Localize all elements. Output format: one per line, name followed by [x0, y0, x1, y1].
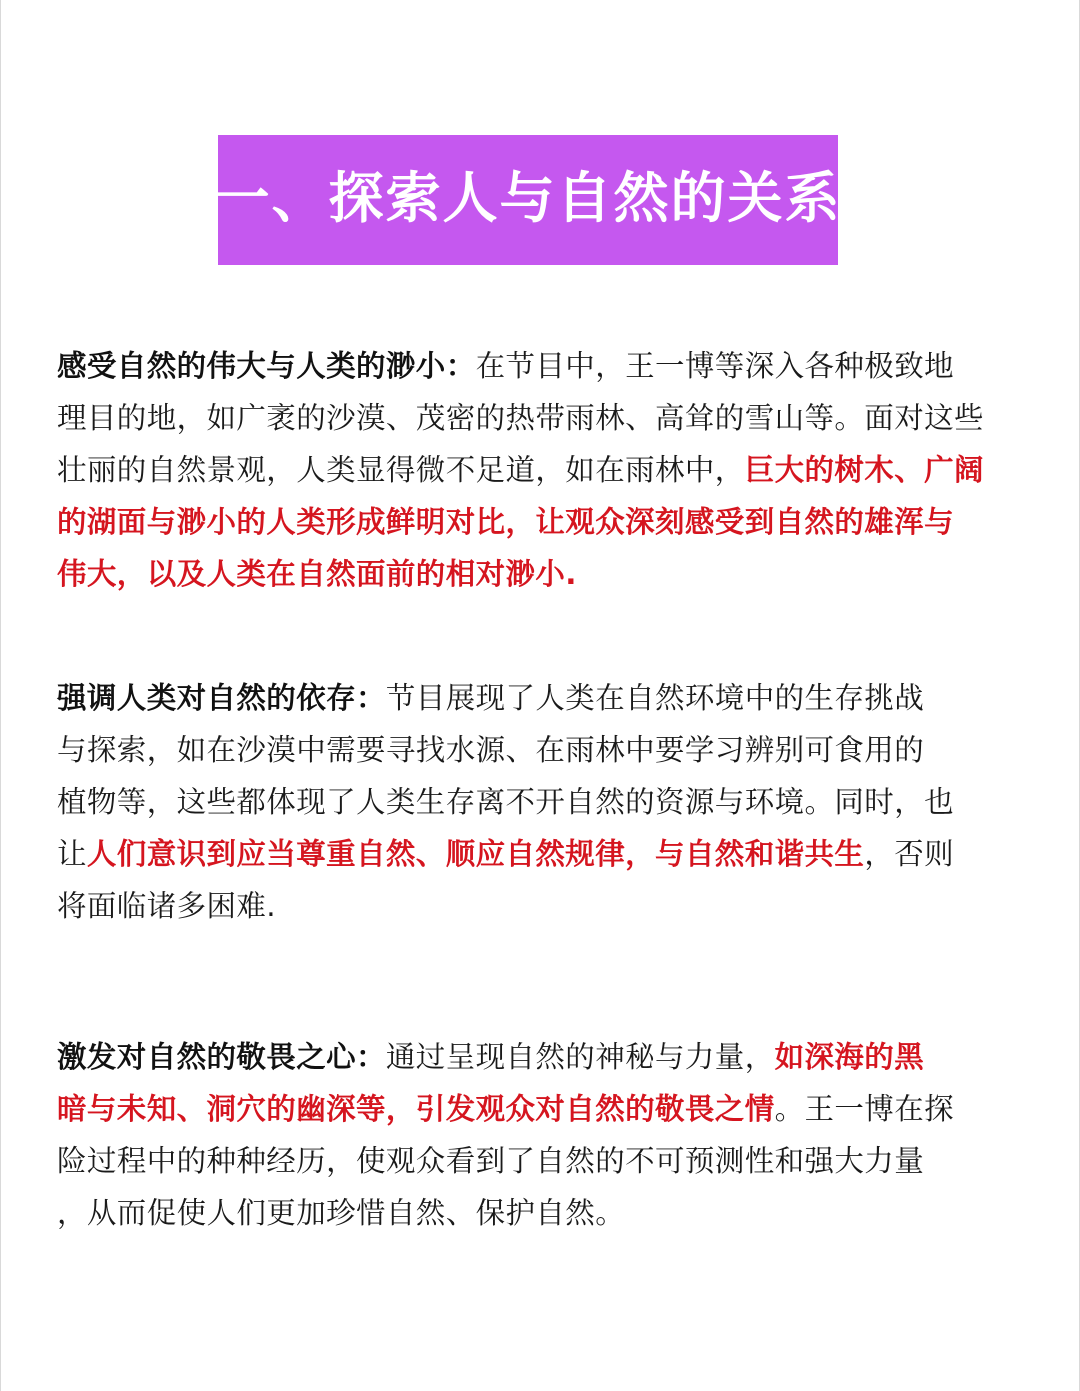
paragraph-line: [57, 496, 1027, 548]
body-text: 险过程中的种种经历，使观众看到了自然的不可预测性和强大力量: [57, 1144, 925, 1178]
highlighted-text: 伟大，以及人类在自然面前的相对渺小.: [57, 557, 577, 591]
section-human-dependence: [57, 672, 1027, 932]
body-text: 与探索，如在沙漠中需要寻找水源、在雨林中要学习辨别可食用的: [57, 733, 925, 767]
section-nature-greatness: [57, 340, 1027, 600]
paragraph-line: [57, 672, 1027, 724]
paragraph-line: [57, 1187, 1027, 1239]
highlighted-text: 如深海的黑: [774, 1040, 925, 1074]
highlighted-text: 人们意识到应当尊重自然、顺应自然规律，与自然和谐共生: [86, 837, 865, 871]
body-text: 让: [57, 837, 87, 871]
body-text: 理目的地，如广袤的沙漠、茂密的热带雨林、高耸的雪山等。面对这些: [57, 401, 984, 435]
left-border-line: [0, 0, 1, 1391]
paragraph-line: [57, 724, 1027, 776]
body-text: 植物等，这些都体现了人类生存离不开自然的资源与环境。同时，也: [57, 785, 955, 819]
body-text: 在节目中，王一博等深入各种极致地: [475, 349, 955, 383]
page-title: 一、探索人与自然的关系: [214, 165, 842, 230]
paragraph-line: [57, 444, 1027, 496]
paragraph-line: [57, 880, 1027, 932]
highlighted-text: 巨大的树木、广阔: [744, 453, 984, 487]
body-text: ，从而促使人们更加珍惜自然、保护自然。: [57, 1196, 626, 1230]
body-text: 通过呈现自然的神秘与力量，: [385, 1040, 775, 1074]
paragraph-line: [57, 392, 1027, 444]
paragraph-line: [57, 776, 1027, 828]
section-awe-of-nature: [57, 1031, 1027, 1239]
section-heading: 感受自然的伟大与人类的渺小：: [57, 349, 476, 383]
highlighted-text: 暗与未知、洞穴的幽深等，引发观众对自然的敬畏之情: [57, 1092, 775, 1126]
paragraph-line: [57, 1031, 1027, 1083]
section-heading: 激发对自然的敬畏之心：: [57, 1040, 386, 1074]
paragraph-line: [57, 828, 1027, 880]
paragraph-line: [57, 1135, 1027, 1187]
paragraph-line: [57, 340, 1027, 392]
body-text: 将面临诸多困难.: [57, 889, 277, 923]
paragraph-line: [57, 548, 1027, 600]
body-text: 壮丽的自然景观，人类显得微不足道，如在雨林中，: [57, 453, 745, 487]
highlighted-text: 的湖面与渺小的人类形成鲜明对比，让观众深刻感受到自然的雄浑与: [57, 505, 955, 539]
body-text: ，否则: [864, 837, 955, 871]
body-text: 。王一博在探: [774, 1092, 955, 1126]
title-banner: [214, 135, 842, 265]
paragraph-line: [57, 1083, 1027, 1135]
section-heading: 强调人类对自然的依存：: [57, 681, 386, 715]
body-text: 节目展现了人类在自然环境中的生存挑战: [385, 681, 925, 715]
